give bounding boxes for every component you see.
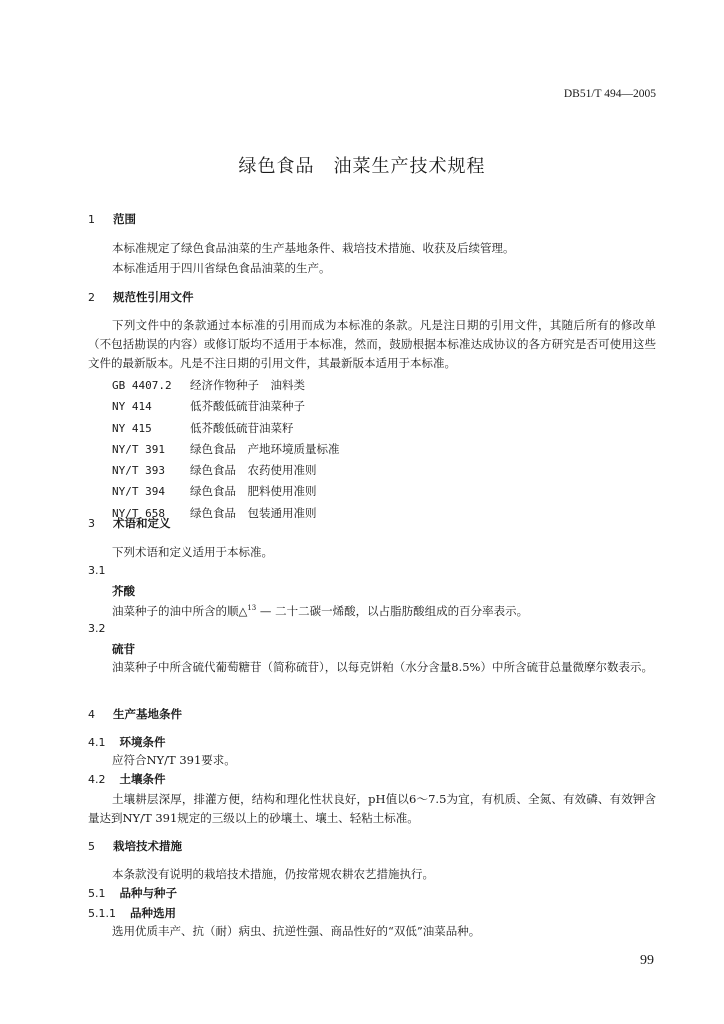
reference-code: NY 414: [112, 400, 152, 414]
standard-code: DB51/T 494—2005: [563, 88, 656, 100]
reference-list: [112, 374, 340, 523]
section-heading-5: [88, 838, 182, 854]
paragraph: 下列文件中的条款通过本标准的引用而成为本标准的条款。凡是注日期的引用文件，其随后所有的修改单（不包括勘误的内容）或修订版均不适用于本标准，然而，鼓励根据本标准达成协议的各方研究是否可使用这些文件的最新版本。凡是不注日期的引用文件，其最新版本适用于本标准。: [88, 318, 656, 370]
subsection-number: 5.1.1: [88, 907, 116, 920]
definition-term: 硫苷: [112, 642, 135, 656]
document-title: 绿色食品 油菜生产技术规程: [238, 156, 486, 177]
reference-title: 绿色食品 肥料使用准则: [190, 484, 317, 499]
section-title: 生产基地条件: [113, 707, 183, 721]
reference-code: NY/T 391: [112, 442, 165, 456]
definition-text-part: — 二十二碳一烯酸，以占脂肪酸组成的百分率表示。: [256, 603, 529, 618]
subsection-heading-4-1: [88, 734, 166, 750]
section-title: 规范性引用文件: [113, 290, 194, 304]
section-heading-1: [88, 211, 136, 227]
superscript: 13: [247, 604, 257, 612]
section-heading-3: [88, 515, 171, 531]
paragraph: 应符合NY/T 391要求。: [112, 753, 236, 767]
section-title: 术语和定义: [113, 516, 171, 530]
section-number: 5: [88, 840, 95, 853]
section-title: 栽培技术措施: [113, 839, 183, 853]
reference-title: 绿色食品 产地环境质量标准: [190, 441, 340, 456]
section-number: 3: [88, 517, 95, 530]
reference-title: 低芥酸低硫苷油菜籽: [190, 420, 294, 435]
paragraph: 本标准规定了绿色食品油菜的生产基地条件、栽培技术措施、收获及后续管理。: [112, 241, 515, 255]
subsection-number: 5.1: [88, 887, 106, 900]
reference-title: 低芥酸低硫苷油菜种子: [190, 399, 305, 414]
reference-code: GB 4407.2: [112, 379, 172, 392]
subsection-number: 4.1: [88, 736, 106, 749]
reference-code: NY/T 394: [112, 485, 165, 499]
reference-item: [112, 395, 340, 416]
reference-code: NY/T 658: [112, 506, 165, 520]
reference-title: 绿色食品 包装通用准则: [190, 505, 317, 520]
definition-number: 3.1: [88, 564, 106, 577]
section-number: 1: [88, 213, 95, 226]
subsection-heading-4-2: [88, 771, 166, 787]
subsection-heading-5-1: [88, 885, 177, 901]
definition-term: 芥酸: [112, 584, 135, 598]
paragraph: 本条款没有说明的栽培技术措施，仍按常规农耕农艺措施执行。: [112, 867, 434, 881]
reference-code: NY/T 393: [112, 464, 165, 478]
subsection-title: 品种选用: [130, 906, 177, 920]
reference-title: 绿色食品 农药使用准则: [190, 463, 317, 478]
section-heading-2: [88, 289, 194, 305]
subsection-heading-5-1-1: [88, 905, 176, 921]
section-number: 2: [88, 291, 95, 304]
definition-text-part: 油菜种子的油中所含的顺△: [112, 603, 248, 618]
definition-text: [112, 600, 528, 619]
reference-item: [112, 374, 340, 395]
paragraph: 土壤耕层深厚，排灌方便，结构和理化性状良好，pH值以6～7.5为宜，有机质、全氮、有效磷、有效钾含量达到NY/T 391规定的三级以上的砂壤土、壤土、轻粘土标准。: [88, 792, 656, 825]
reference-code: NY 415: [112, 421, 152, 435]
paragraph: 本标准适用于四川省绿色食品油菜的生产。: [112, 261, 331, 275]
reference-item: [112, 417, 340, 438]
reference-title: 经济作物种子 油料类: [190, 378, 305, 392]
section-title: 范围: [113, 212, 137, 226]
section-heading-4: [88, 706, 182, 722]
reference-item: [112, 438, 340, 459]
subsection-number: 4.2: [88, 773, 106, 786]
reference-item: [112, 459, 340, 480]
page-number: 99: [640, 953, 654, 968]
section-number: 4: [88, 708, 95, 721]
paragraph: 选用优质丰产、抗（耐）病虫、抗逆性强、商品性好的“双低”油菜品种。: [112, 924, 481, 938]
definition-text: 油菜种子中所含硫代葡萄糖苷（简称硫苷），以每克饼粕（水分含量8.5%）中所含硫苷总量微摩尔数表示。: [112, 660, 653, 674]
subsection-title: 土壤条件: [119, 772, 166, 786]
paragraph: 下列术语和定义适用于本标准。: [112, 545, 273, 559]
subsection-title: 品种与种子: [119, 886, 178, 900]
definition-number: 3.2: [88, 622, 106, 635]
subsection-title: 环境条件: [119, 735, 166, 749]
reference-item: [112, 480, 340, 501]
